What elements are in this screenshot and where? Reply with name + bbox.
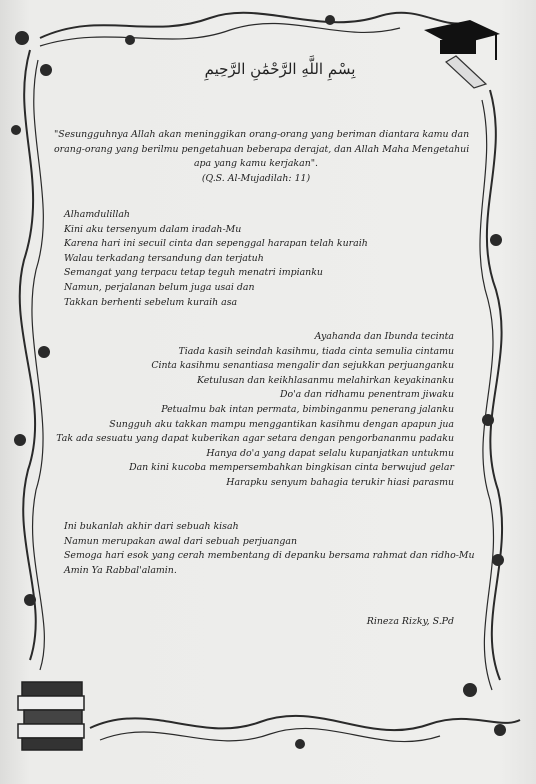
stanza-line: Sungguh aku takkan mampu menggantikan kasihmu dengan apapun jua	[109, 418, 454, 430]
stanza-line: Ayahanda dan Ibunda tecinta	[314, 331, 454, 342]
stanza-line: Dan kini kucoba mempersembahkan bingkisan cinta berwujud gelar	[129, 462, 454, 474]
stanza-line: Namun, perjalanan belum juga usai dan	[64, 281, 255, 293]
stanza-line: Tiada kasih seindah kasihmu, tiada cinta semulia cintamu	[178, 345, 454, 357]
signature: Rineza Rizky, S.Pd	[366, 616, 454, 627]
stanza-line: Amin Ya Rabbal'alamin.	[64, 564, 177, 576]
stanza-closing	[64, 520, 475, 578]
stanza-gratitude	[64, 208, 368, 310]
stanza-line: Walau terkadang tersandung dan terjatuh	[64, 252, 264, 264]
stanza-line: Ketulusan dan keikhlasanmu melahirkan keyakinanku	[196, 374, 454, 386]
stanza-line: Hanya do'a yang dapat selalu kupanjatkan untukmu	[206, 447, 454, 459]
stanza-line: Kini aku tersenyum dalam iradah-Mu	[64, 223, 242, 235]
quote-source: (Q.S. Al-Mujadilah: 11)	[201, 172, 311, 184]
quote-line: apa yang kamu kerjakan".	[193, 158, 319, 170]
stanza-line: Do'a dan ridhamu penentram jiwaku	[279, 389, 454, 401]
stanza-line: Namun merupakan awal dari sebuah perjuangan	[64, 535, 298, 547]
stanza-line: Alhamdulillah	[64, 209, 130, 220]
stanza-line: Harapku senyum bahagia terukir hiasi parasmu	[226, 476, 454, 488]
stanza-line: Tak ada sesuatu yang dapat kuberikan agar setara dengan pengorbananmu padaku	[56, 433, 454, 445]
quote-line: orang-orang yang berilmu pengetahuan beberapa derajat, dan Allah Maha Mengetahui	[54, 143, 470, 155]
quote-block	[54, 128, 470, 186]
stanza-line: Karena hari ini secuil cinta dan sepenggal harapan telah kuraih	[64, 238, 368, 250]
stanza-line: Ini bukanlah akhir dari sebuah kisah	[64, 521, 239, 532]
stanza-line: Semangat yang terpacu tetap teguh menatri impianku	[64, 267, 323, 279]
stanza-line: Cinta kasihmu senantiasa mengalir dan sejukkan perjuanganku	[151, 360, 454, 372]
stanza-line: Takkan berhenti sebelum kuraih asa	[64, 296, 238, 308]
stanza-parents	[56, 330, 454, 491]
quote-line: "Sesungguhnya Allah akan meninggikan orang-orang yang beriman diantara kamu dan	[54, 129, 470, 140]
stanza-line: Petualmu bak intan permata, bimbinganmu penerang jalanku	[161, 403, 454, 415]
books-icon	[18, 682, 84, 750]
stanza-line: Semoga hari esok yang cerah membentang di depanku bersama rahmat dan ridho-Mu	[64, 550, 475, 562]
graduation-cap-icon	[424, 20, 500, 88]
bismillah-calligraphy: بِسْمِ اللَّهِ الرَّحْمَٰنِ الرَّحِيمِ	[204, 60, 356, 78]
